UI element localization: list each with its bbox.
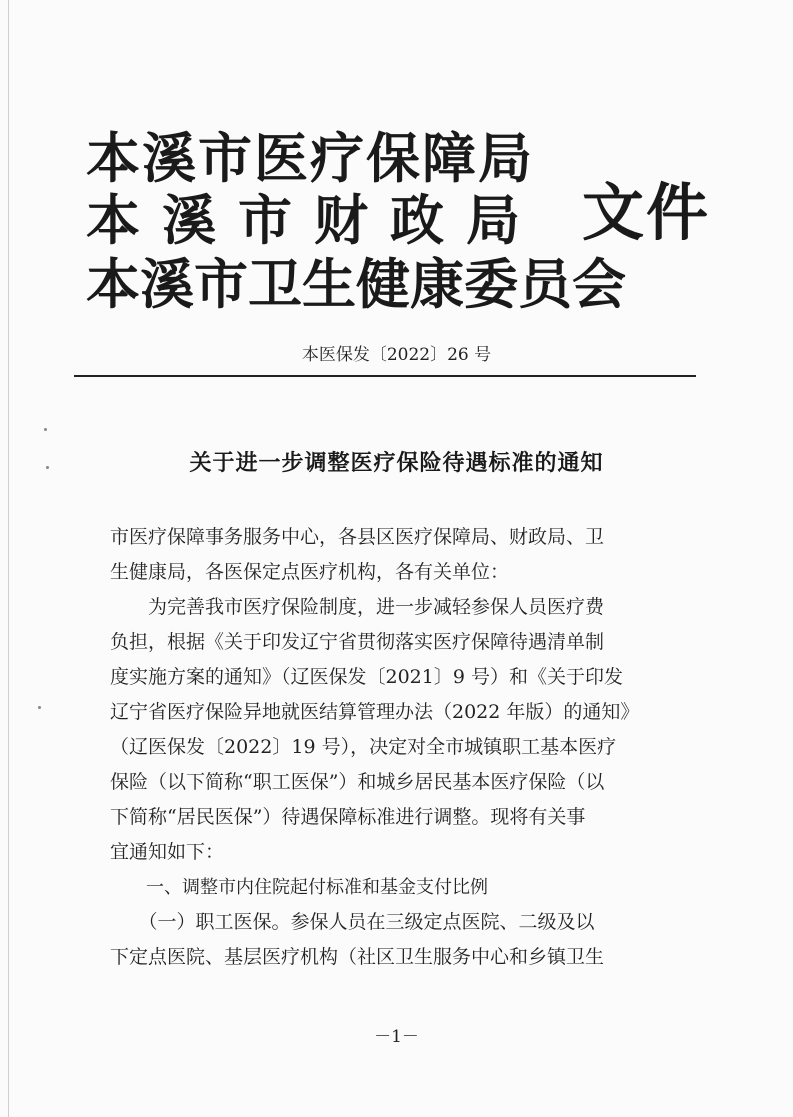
body-line: 辽宁省医疗保险异地就医结算管理办法（2022 年版）的通知》 [110, 701, 640, 723]
section-heading: 一、调整市内住院起付标准和基金支付比例 [110, 877, 488, 898]
scan-speck [46, 466, 49, 469]
body-line: 保险（以下简称“职工医保”）和城乡居民基本医疗保险（以 [110, 771, 605, 793]
notice-title: 关于进一步调整医疗保险待遇标准的通知 [189, 450, 604, 476]
scan-speck [44, 428, 47, 431]
body-line: 生健康局，各医保定点医疗机构，各有关单位： [110, 561, 510, 583]
scan-edge-line [8, 0, 9, 1117]
agency-name-finance: 本溪市财政局 [86, 188, 542, 252]
agency-name-medical-security: 本溪市医疗保障局 [86, 126, 534, 190]
agency-name-health-commission: 本溪市卫生健康委员会 [86, 252, 626, 316]
body-line: （辽医保发〔2022〕19 号），决定对全市城镇职工基本医疗 [110, 736, 617, 758]
document-header [86, 126, 726, 326]
body-line: 为完善我市医疗保险制度，进一步减轻参保人员医疗费 [110, 596, 605, 618]
scan-speck [38, 706, 41, 709]
body-line: 宜通知如下： [110, 841, 225, 863]
page-number: －1－ [374, 1027, 419, 1047]
body-line: 度实施方案的通知》（辽医保发〔2021〕9 号）和《关于印发 [110, 666, 623, 688]
document-type-label: 文件 [582, 176, 711, 249]
body-line: 下简称“居民医保”）待遇保障标准进行调整。现将有关事 [110, 806, 586, 828]
header-divider [74, 375, 696, 377]
body-line: 负担，根据《关于印发辽宁省贯彻落实医疗保障待遇清单制 [110, 631, 605, 653]
body-line: （一）职工医保。参保人员在三级定点医院、二级及以 [110, 911, 595, 933]
body-line: 下定点医院、基层医疗机构（社区卫生服务中心和乡镇卫生 [110, 946, 605, 968]
body-line: 市医疗保障事务服务中心，各县区医疗保障局、财政局、卫 [110, 526, 605, 548]
document-number: 本医保发〔2022〕26 号 [301, 345, 492, 365]
notice-body [110, 520, 670, 975]
